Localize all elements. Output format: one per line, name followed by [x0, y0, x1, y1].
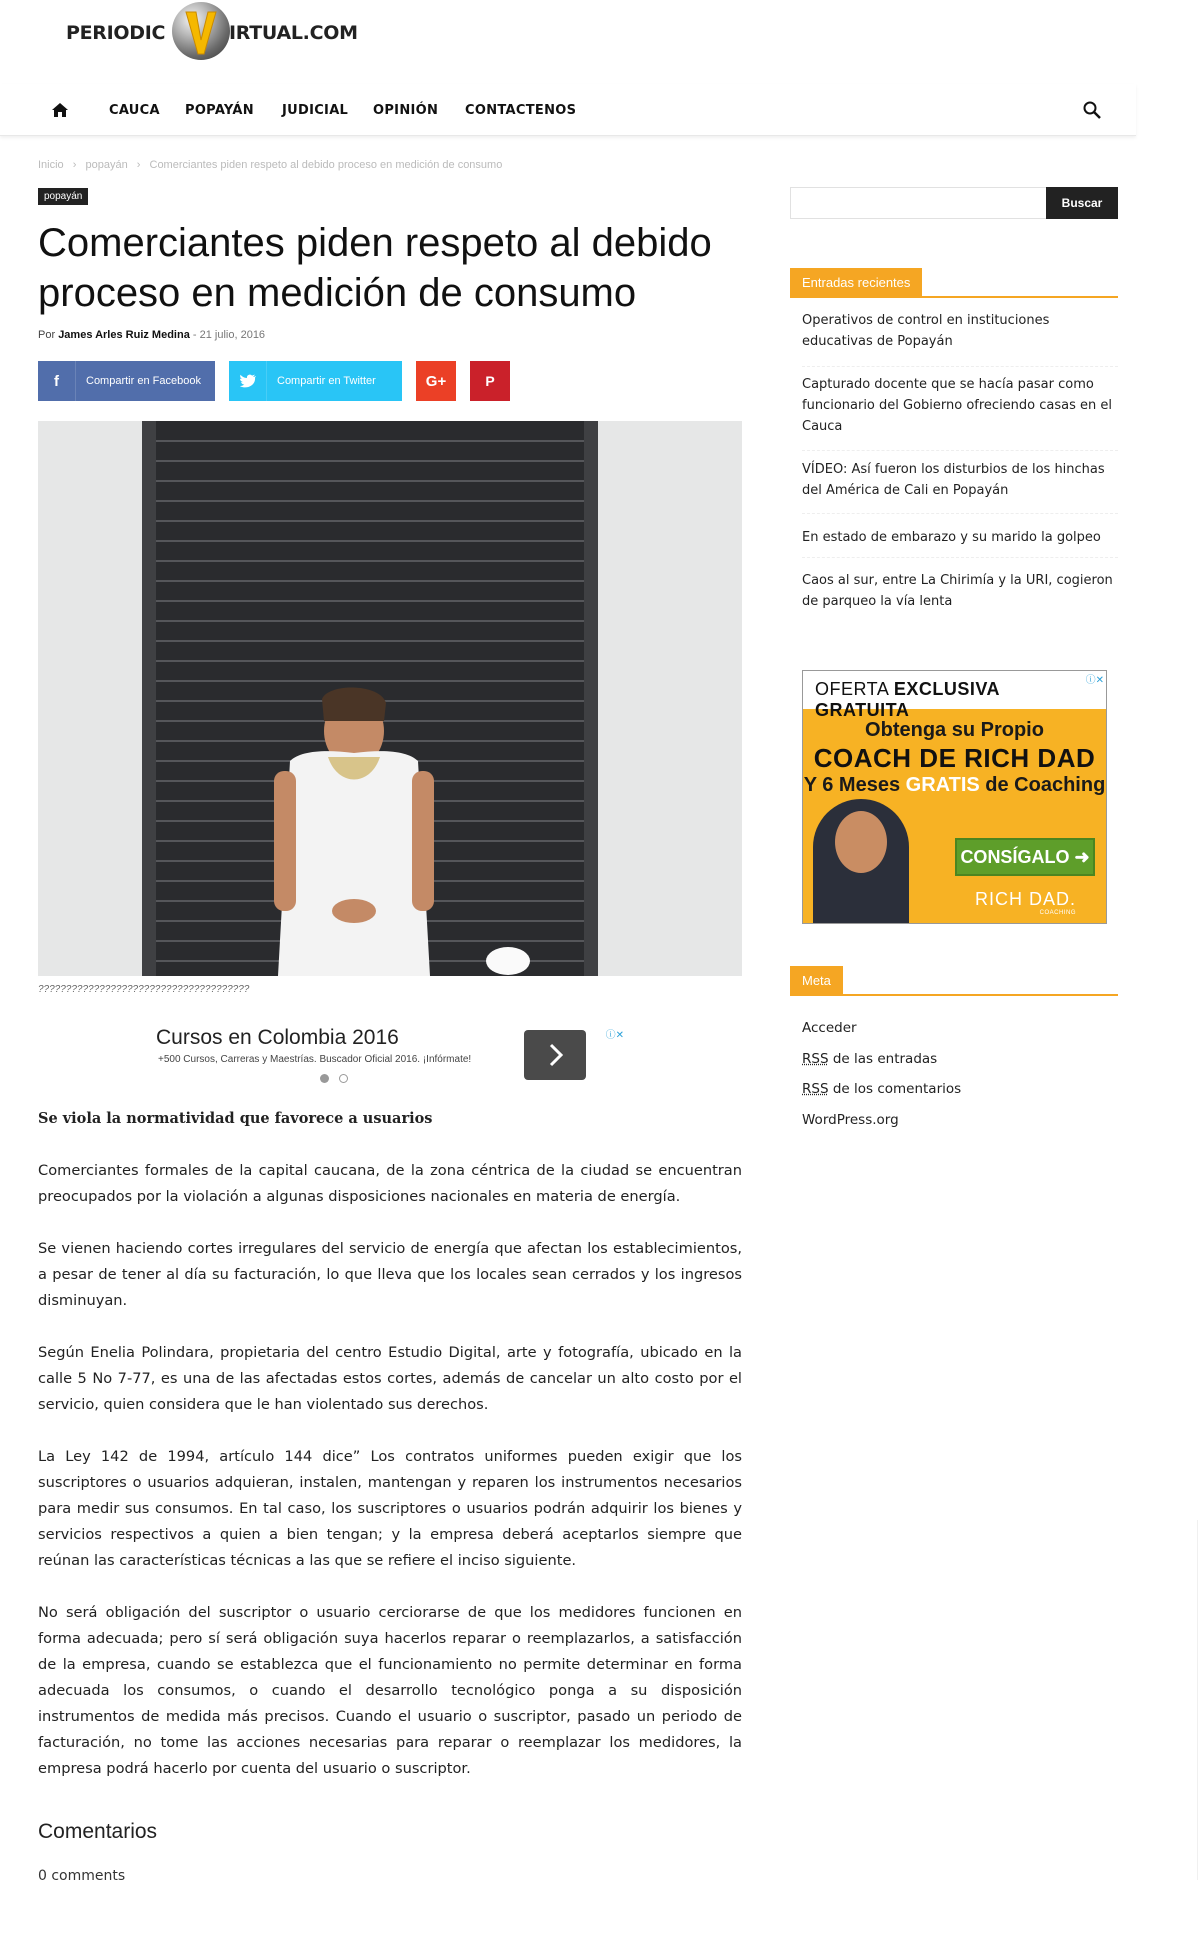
ad-top-text-b: EXCLUSIVA GRATUITA — [815, 679, 1000, 720]
meta-link-label: de las entradas — [828, 1050, 938, 1067]
ad-line-3b: GRATIS — [905, 774, 980, 796]
recent-post-link[interactable]: VÍDEO: Así fueron los disturbios de los hinchas del América de Cali en Popayán — [802, 462, 1105, 498]
ad-brand-logo — [975, 889, 1076, 916]
article-paragraph: Según Enelia Polindara, propietaria del centro Estudio Digital, arte y fotografía, ubicado en la calle 5 No 7-77, es una de las afectadas estos cortes, además de cancelar un alto costo por el servicio, quien considera que le han violentado sus derechos. — [38, 1344, 742, 1413]
article-paragraph: La Ley 142 de 1994, artículo 144 dice” Los contratos uniformes pueden exigir que los suscriptores o usuarios adquieran, instalen, mantengan y reparen los instrumentos necesarios para medir sus consumos. En tal caso, los suscriptores o usuarios podrán adquirir los bienes y servicios respectivos a quien a bien tengan; y la empresa deberá aceptarlos siempre que reúnan las características técnicas a las que se refiere el inciso siguiente. — [38, 1448, 742, 1569]
inline-ad[interactable] — [156, 1026, 628, 1086]
ad-cta-button[interactable] — [955, 838, 1095, 876]
article-featured-image — [38, 421, 742, 976]
sidebar-search-button[interactable]: Buscar — [1046, 187, 1118, 219]
nav-item-judicial[interactable]: JUDICIAL — [282, 103, 349, 118]
meta-link-rss-comments[interactable] — [802, 1074, 961, 1105]
author-link[interactable]: James Arles Ruiz Medina — [58, 329, 190, 341]
share-twitter-label: Compartir en Twitter — [277, 375, 376, 387]
breadcrumb-current: Comerciantes piden respeto al debido proceso en medición de consumo — [149, 159, 503, 171]
comments-heading: Comentarios — [38, 1820, 158, 1843]
meta-link-rss-entries[interactable] — [802, 1044, 961, 1075]
nav-item-cauca[interactable]: CAUCA — [109, 103, 160, 118]
pagination-dot-active[interactable] — [320, 1074, 329, 1083]
share-facebook-label: Compartir en Facebook — [86, 375, 201, 387]
meta-link-wordpress[interactable] — [802, 1105, 961, 1136]
share-gplus-button[interactable] — [416, 361, 456, 401]
recent-post-link[interactable]: Capturado docente que se hacía pasar como funcionario del Gobierno ofreciendo casas en el Cauca — [802, 377, 1113, 434]
nav-item-popayan[interactable]: POPAYÁN — [185, 103, 254, 118]
pinterest-icon: P — [485, 373, 495, 389]
ad-line-3a: Y 6 Meses — [803, 774, 906, 796]
main-navigation — [0, 84, 1136, 136]
divider — [802, 513, 1118, 514]
recent-posts-heading-label: Entradas recientes — [790, 268, 922, 296]
breadcrumb-category[interactable]: popayán — [85, 159, 128, 171]
inline-ad-headline[interactable]: Cursos en Colombia 2016 — [156, 1026, 399, 1049]
breadcrumb-separator: › — [136, 159, 141, 171]
article-paragraph: Se vienen haciendo cortes irregulares del servicio de energía que afectan los establecimientos, a pesar de tener al día su facturación, lo que lleva que los locales sean cerrados y los ingresos disminuyan. — [38, 1240, 742, 1309]
logo-v-icon — [184, 8, 218, 56]
sidebar-banner-ad[interactable] — [802, 670, 1107, 924]
breadcrumb — [38, 159, 508, 171]
arrow-right-icon: ➜ — [1074, 846, 1090, 867]
twitter-icon — [229, 361, 267, 401]
article-meta — [38, 329, 265, 341]
site-logo[interactable] — [66, 0, 366, 70]
ad-top-text-a: OFERTA — [815, 679, 894, 699]
article-body — [38, 1106, 742, 1808]
inline-ad-next-button[interactable] — [524, 1030, 586, 1080]
ad-person-face — [835, 811, 887, 873]
image-caption: ?????????????????????????????????????? — [38, 984, 250, 995]
ad-top-bar — [803, 671, 1106, 720]
meta-heading — [790, 966, 1118, 996]
rss-abbr: RSS — [802, 1081, 829, 1097]
inline-ad-subtext: +500 Cursos, Carreras y Maestrías. Buscador Oficial 2016. ¡Infórmate! — [158, 1054, 472, 1065]
home-icon[interactable] — [51, 102, 69, 118]
share-twitter-button[interactable] — [229, 361, 402, 401]
ad-line-2: COACH DE RICH DAD — [813, 743, 1096, 773]
adchoices-close-icon[interactable]: ⓘ✕ — [605, 1030, 624, 1041]
meta-heading-label: Meta — [790, 966, 843, 994]
nav-item-opinion[interactable]: OPINIÓN — [373, 103, 439, 118]
meta-link-login[interactable] — [802, 1013, 961, 1044]
breadcrumb-home[interactable]: Inicio — [38, 159, 64, 171]
recent-post-link[interactable]: En estado de embarazo y su marido la golpeo — [802, 530, 1101, 545]
divider — [802, 557, 1118, 558]
scrollbar-track[interactable] — [1197, 1520, 1198, 1880]
ad-cta-label: CONSÍGALO — [960, 846, 1070, 867]
ad-line-3 — [803, 774, 1106, 797]
meta-links-list — [802, 1013, 961, 1135]
share-pinterest-button[interactable] — [470, 361, 510, 401]
recent-post-link[interactable]: Caos al sur, entre La Chirimía y la URI, cogieron de parqueo la vía lenta — [802, 573, 1113, 609]
ad-line-3c: de Coaching — [979, 774, 1106, 796]
article-subheading: Se viola la normatividad que favorece a usuarios — [38, 1110, 433, 1127]
adchoices-close-icon[interactable]: ⓘ✕ — [1085, 675, 1104, 686]
photo-shutter-illustration — [38, 421, 742, 976]
search-icon[interactable] — [1082, 100, 1102, 120]
article-paragraph: Comerciantes formales de la capital caucana, de la zona céntrica de la ciudad se encuentran preocupados por la violación a algunas disposiciones nacionales en materia de energía. — [38, 1162, 742, 1205]
ad-brand-subtext: COACHING — [1039, 910, 1077, 916]
share-facebook-button[interactable] — [38, 361, 215, 401]
article-paragraph: No será obligación del suscriptor o usuario cerciorarse de que los medidores funcionen en forma adecuada; pero sí será obligación suya hacerlos reparar o reemplazarlos, a satisfacción de la empresa, cuando se establezca que el funcionamiento no permite determinar en forma adecuada los consumos, o cuando el desarrollo tecnológico ponga a su disposición instrumentos de medida más precisos. Cuando el usuario o suscriptor, pasado un periodo de facturación, no tome las acciones necesarias para reparar o reemplazar los medidores, la empresa podrá hacerlo por cuenta del usuario o suscriptor. — [38, 1604, 742, 1777]
article-title: Comerciantes piden respeto al debido proceso en medición de consumo — [38, 221, 712, 315]
gplus-icon: G+ — [425, 372, 447, 390]
recent-post-link[interactable]: Operativos de control en instituciones educativas de Popayán — [802, 313, 1050, 349]
nav-item-contactenos[interactable]: CONTACTENOS — [465, 103, 577, 118]
breadcrumb-separator: › — [72, 159, 77, 171]
recent-posts-heading — [790, 268, 1118, 298]
ad-line-1: Obtenga su Propio — [865, 719, 1044, 741]
meta-link-label: WordPress.org — [802, 1111, 899, 1128]
rss-abbr: RSS — [802, 1050, 829, 1067]
comments-count[interactable]: 0 comments — [38, 1868, 126, 1884]
logo-text-right: IRTUAL.COM — [229, 22, 358, 44]
meta-link-label: Acceder — [802, 1020, 857, 1036]
logo-text-left: PERIODIC — [66, 22, 166, 44]
divider — [802, 366, 1118, 367]
divider — [802, 450, 1118, 451]
ad-brand-text: RICH DAD. — [975, 889, 1077, 909]
pagination-dot[interactable] — [339, 1074, 348, 1083]
sidebar-search-input[interactable] — [790, 187, 1047, 219]
inline-ad-pagination — [320, 1070, 354, 1088]
chevron-right-icon — [524, 1030, 586, 1080]
category-tag[interactable]: popayán — [38, 188, 88, 205]
author-prefix: Por — [38, 329, 56, 341]
article-date: - 21 julio, 2016 — [192, 329, 266, 341]
meta-link-label: de los comentarios — [828, 1081, 962, 1097]
facebook-icon: f — [38, 361, 76, 401]
